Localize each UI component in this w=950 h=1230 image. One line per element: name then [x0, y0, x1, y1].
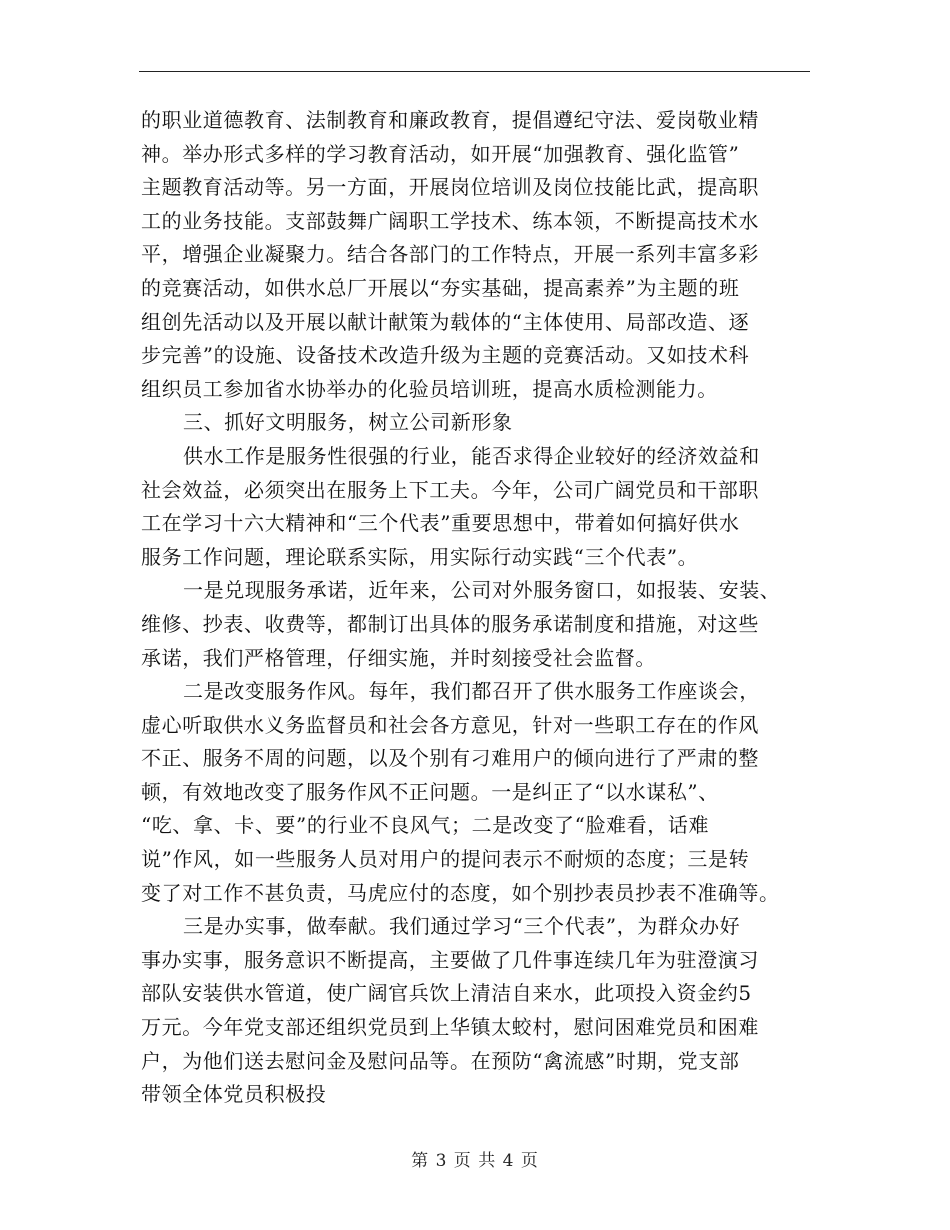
paragraph-start: 三是办实事，做奉献。我们通过学习“三个代表”，为群众办好 — [183, 914, 741, 939]
text-line: 组织员工参加省水协举办的化验员培训班，提高水质检测能力。 — [141, 376, 718, 401]
header-rule — [139, 71, 810, 72]
text-line: 平，增强企业凝聚力。结合各部门的工作特点，开展一系列丰富多彩 — [141, 242, 759, 267]
text-line: 服务工作问题，理论联系实际，用实际行动实践“三个代表”。 — [141, 544, 699, 569]
text-line: 说”作风，如一些服务人员对用户的提问表示不耐烦的态度；三是转 — [141, 847, 750, 872]
text-line: 组创先活动以及开展以献计献策为载体的“主体使用、局部改造、逐 — [141, 309, 750, 334]
text-line: 的竞赛活动，如供水总厂开展以“夯实基础，提高素养”为主题的班 — [141, 275, 740, 300]
text-line: 承诺，我们严格管理，仔细实施，并时刻接受社会监督。 — [141, 645, 656, 670]
document-body — [141, 104, 813, 1112]
text-line: 户，为他们送去慰问金及慰问品等。在预防“禽流感”时期，党支部 — [141, 1048, 740, 1073]
section-heading: 三、抓好文明服务，树立公司新形象 — [183, 410, 513, 435]
text-line: 维修、抄表、收费等，都制订出具体的服务承诺制度和措施，对这些 — [141, 611, 759, 636]
text-line: 事办实事，服务意识不断提高，主要做了几件事连续几年为驻澄演习 — [141, 947, 759, 972]
text-line: 工的业务技能。支部鼓舞广阔职工学技术、练本领，不断提高技术水 — [141, 208, 759, 233]
text-line: 神。举办形式多样的学习教育活动，如开展“加强教育、强化监管” — [141, 141, 740, 166]
paragraph-start: 二是改变服务作风。每年，我们都召开了供水服务工作座谈会， — [183, 679, 760, 704]
text-line: 部队安装供水管道，使广阔官兵饮上清洁自来水，此项投入资金约5 — [141, 981, 752, 1006]
text-line: 不正、服务不周的问题，以及个别有刁难用户的倾向进行了严肃的整 — [141, 746, 759, 771]
text-line: 步完善”的设施、设备技术改造升级为主题的竞赛活动。又如技术科 — [141, 343, 750, 368]
text-line: “吃、拿、卡、要”的行业不良风气；二是改变了“脸难看，话难 — [141, 813, 710, 838]
text-line: 的职业道德教育、法制教育和廉政教育，提倡遵纪守法、爱岗敬业精 — [141, 108, 759, 132]
text-line: 万元。今年党支部还组织党员到上华镇太蛟村，慰问困难党员和困难 — [141, 1015, 759, 1040]
paragraph-start: 供水工作是服务性很强的行业，能否求得企业较好的经济效益和 — [183, 443, 760, 468]
text-line: 虚心听取供水义务监督员和社会各方意见，针对一些职工存在的作风 — [141, 712, 759, 737]
text-line: 社会效益，必须突出在服务上下工夫。今年，公司广阔党员和干部职 — [141, 477, 759, 502]
text-line: 变了对工作不甚负责，马虎应付的态度，如个别抄表员抄表不准确等。 — [141, 880, 780, 905]
page-number-footer: 第 3 页 共 4 页 — [411, 1151, 539, 1171]
text-line: 带领全体党员积极投 — [141, 1082, 327, 1107]
text-line: 顿，有效地改变了服务作风不正问题。一是纠正了“以水谋私”、 — [141, 779, 719, 804]
text-line: 主题教育活动等。另一方面，开展岗位培训及岗位技能比武，提高职 — [141, 175, 759, 200]
paragraph-start: 一是兑现服务承诺，近年来，公司对外服务窗口，如报装、安装、 — [183, 578, 781, 603]
text-line: 工在学习十六大精神和“三个代表”重要思想中，带着如何搞好供水 — [141, 511, 740, 536]
